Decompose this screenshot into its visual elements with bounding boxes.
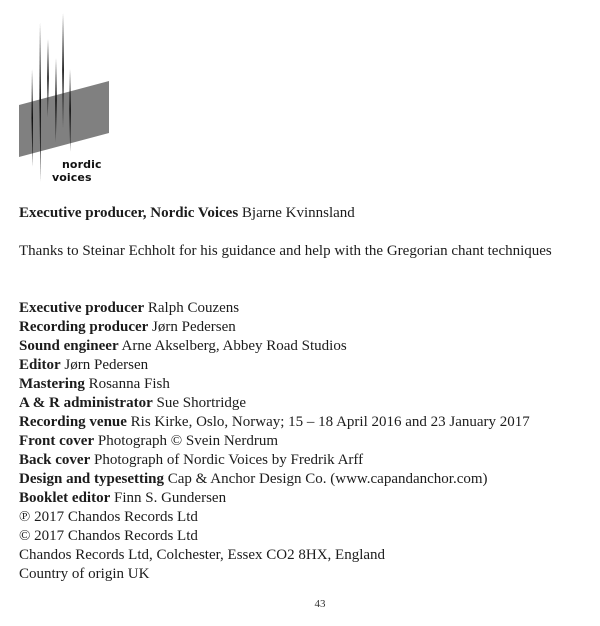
credit-line [19, 394, 530, 413]
credit-role: Mastering [19, 376, 85, 392]
thanks-line: Thanks to Steinar Echholt for his guidance and help with the Gregorian chant techniques [19, 243, 552, 259]
credit-value: Ris Kirke, Oslo, Norway; 15 – 18 April 2016 and 23 January 2017 [130, 414, 530, 430]
credit-value: Bjarne Kvinnsland [241, 205, 355, 221]
credit-line [19, 451, 530, 470]
credit-value: Jørn Pedersen [152, 319, 236, 335]
copyright: © 2017 Chandos Records Ltd [19, 528, 198, 544]
credit-line [19, 356, 530, 375]
credit-role: Recording producer [19, 319, 149, 335]
credit-role: Editor [19, 357, 61, 373]
credit-role: Front cover [19, 433, 95, 449]
credit-value: Arne Akselberg, Abbey Road Studios [121, 338, 347, 354]
logo-graphic-icon [0, 0, 120, 195]
credit-role: Design and typesetting [19, 471, 165, 487]
credit-role: Sound engineer [19, 338, 119, 354]
nordic-voices-logo [0, 0, 120, 195]
credit-line [19, 489, 530, 508]
country-of-origin: Country of origin UK [19, 566, 150, 582]
credit-role: A & R administrator [19, 395, 153, 411]
credit-line [19, 432, 530, 451]
credit-value: Photograph of Nordic Voices by Fredrik Arff [93, 452, 364, 468]
credit-line [19, 299, 530, 318]
credit-role: Booklet editor [19, 490, 111, 506]
credit-line [19, 318, 530, 337]
credit-role: Back cover [19, 452, 91, 468]
credit-role: Recording venue [19, 414, 127, 430]
credit-line [19, 413, 530, 432]
credit-value: Ralph Couzens [147, 300, 240, 316]
logo-stroke-2 [39, 22, 41, 182]
credit-value: Sue Shortridge [156, 395, 247, 411]
credit-line [19, 375, 530, 394]
credit-value: Jørn Pedersen [64, 357, 149, 373]
credit-line [19, 337, 530, 356]
credit-line [19, 470, 530, 489]
credit-value: Rosanna Fish [88, 376, 170, 392]
credits-list [19, 299, 530, 584]
publisher-address: Chandos Records Ltd, Colchester, Essex CO2 8HX, England [19, 547, 386, 563]
header-credit [19, 204, 355, 223]
credit-role: Executive producer, Nordic Voices [19, 205, 239, 221]
page-number: 43 [314, 598, 326, 610]
credit-value: Cap & Anchor Design Co. (www.capandanchor.com) [167, 471, 488, 487]
logo-text-voices: voices [52, 171, 92, 184]
credit-value: Photograph © Svein Nerdrum [97, 433, 278, 449]
logo-text-nordic: nordic [62, 158, 102, 171]
credit-role: Executive producer [19, 300, 145, 316]
phonogram-copyright: ℗ 2017 Chandos Records Ltd [19, 509, 198, 525]
credit-value: Finn S. Gundersen [114, 490, 227, 506]
